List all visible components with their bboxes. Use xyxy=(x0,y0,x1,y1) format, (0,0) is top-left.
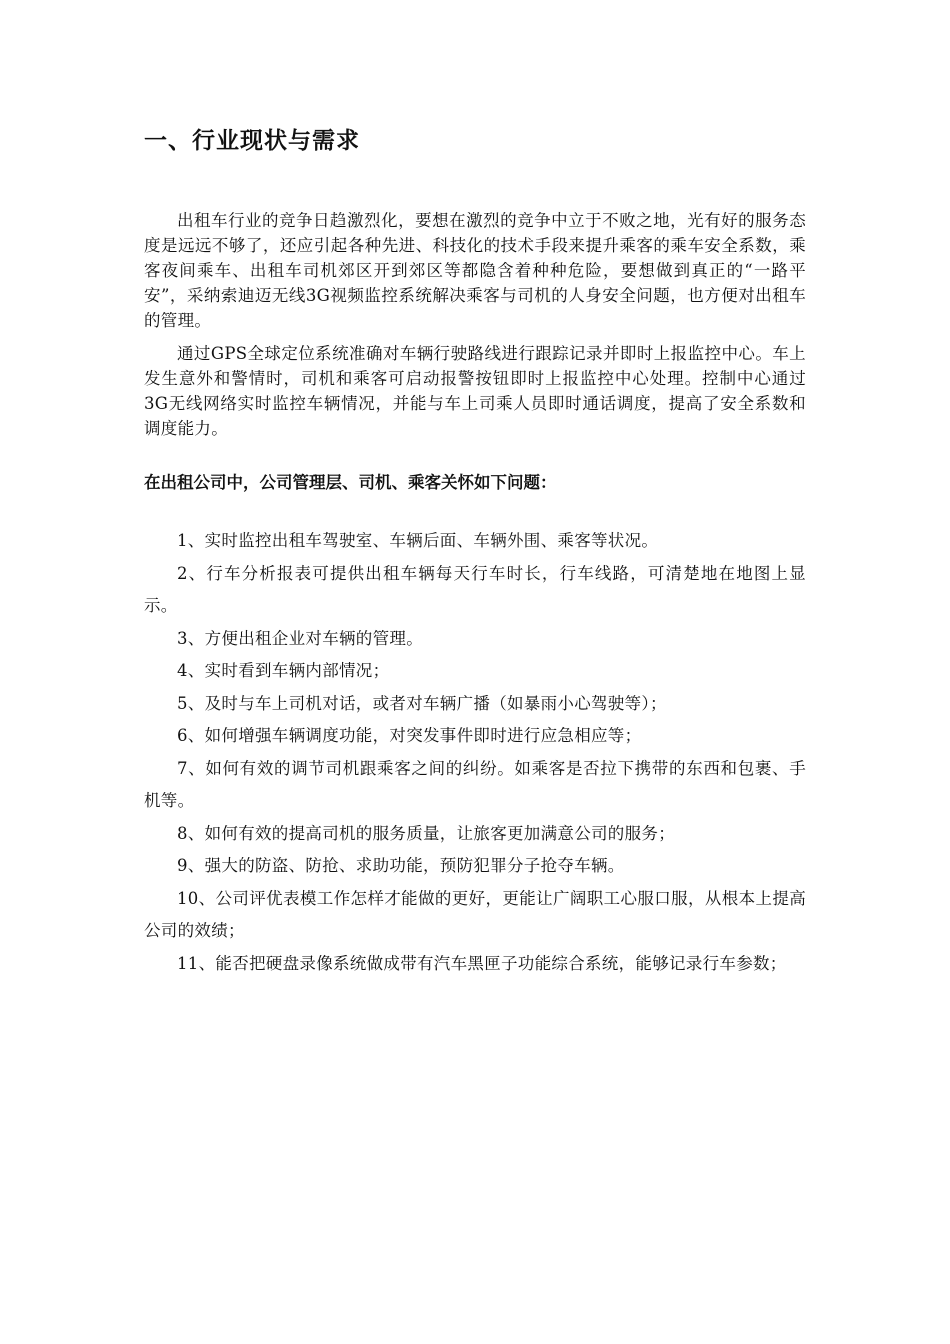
concern-item: 6、如何增强车辆调度功能，对突发事件即时进行应急相应等； xyxy=(177,726,642,745)
concern-item: 5、及时与车上司机对话，或者对车辆广播（如暴雨小心驾驶等）； xyxy=(177,693,667,713)
intro-paragraph: 出租车行业的竞争日趋激烈化，要想在激烈的竞争中立于不败之地，光有好的服务态度是远远不够了，还应引起各种先进、科技化的技术手段来提升乘客的乘车安全系数，乘客夜间乘车、出租车司机郊区开到郊区等都隐含着种种危险，要想做到真正的“一路平安”，采纳索迪迈无线3G视频监控系统解决乘客与司机的人身安全问题，也方便对出租车的管理。 xyxy=(144,211,806,330)
concerns-subheading: 在出租公司中，公司管理层、司机、乘客关怀如下问题： xyxy=(144,473,557,492)
concern-item: 4、实时看到车辆内部情况； xyxy=(177,661,390,680)
concern-item: 2、行车分析报表可提供出租车辆每天行车时长，行车线路，可清楚地在地图上显示。 xyxy=(144,563,806,615)
concerns-list xyxy=(144,525,806,980)
concern-item: 11、能否把硬盘录像系统做成带有汽车黑匣子功能综合系统，能够记录行车参数； xyxy=(177,953,787,973)
concern-item: 9、强大的防盗、防抢、求助功能，预防犯罪分子抢夺车辆。 xyxy=(177,856,625,875)
concern-item: 8、如何有效的提高司机的服务质量，让旅客更加满意公司的服务； xyxy=(177,823,675,843)
section-heading: 一、行业现状与需求 xyxy=(144,128,360,154)
concern-item: 10、公司评优表模工作怎样才能做的更好，更能让广阔职工心服口服，从根本上提高公司的效绩； xyxy=(144,888,806,940)
concern-item: 7、如何有效的调节司机跟乘客之间的纠纷。如乘客是否拉下携带的东西和包裹、手机等。 xyxy=(144,758,806,810)
concern-item: 3、方便出租企业对车辆的管理。 xyxy=(177,628,423,648)
intro-paragraph: 通过GPS全球定位系统准确对车辆行驶路线进行跟踪记录并即时上报监控中心。车上发生意外和警情时，司机和乘客可启动报警按钮即时上报监控中心处理。控制中心通过3G无线网络实时监控车辆情况，并能与车上司乘人员即时通话调度，提高了安全系数和调度能力。 xyxy=(144,344,806,438)
intro-body xyxy=(144,208,806,449)
concern-item: 1、实时监控出租车驾驶室、车辆后面、车辆外围、乘客等状况。 xyxy=(177,531,659,550)
